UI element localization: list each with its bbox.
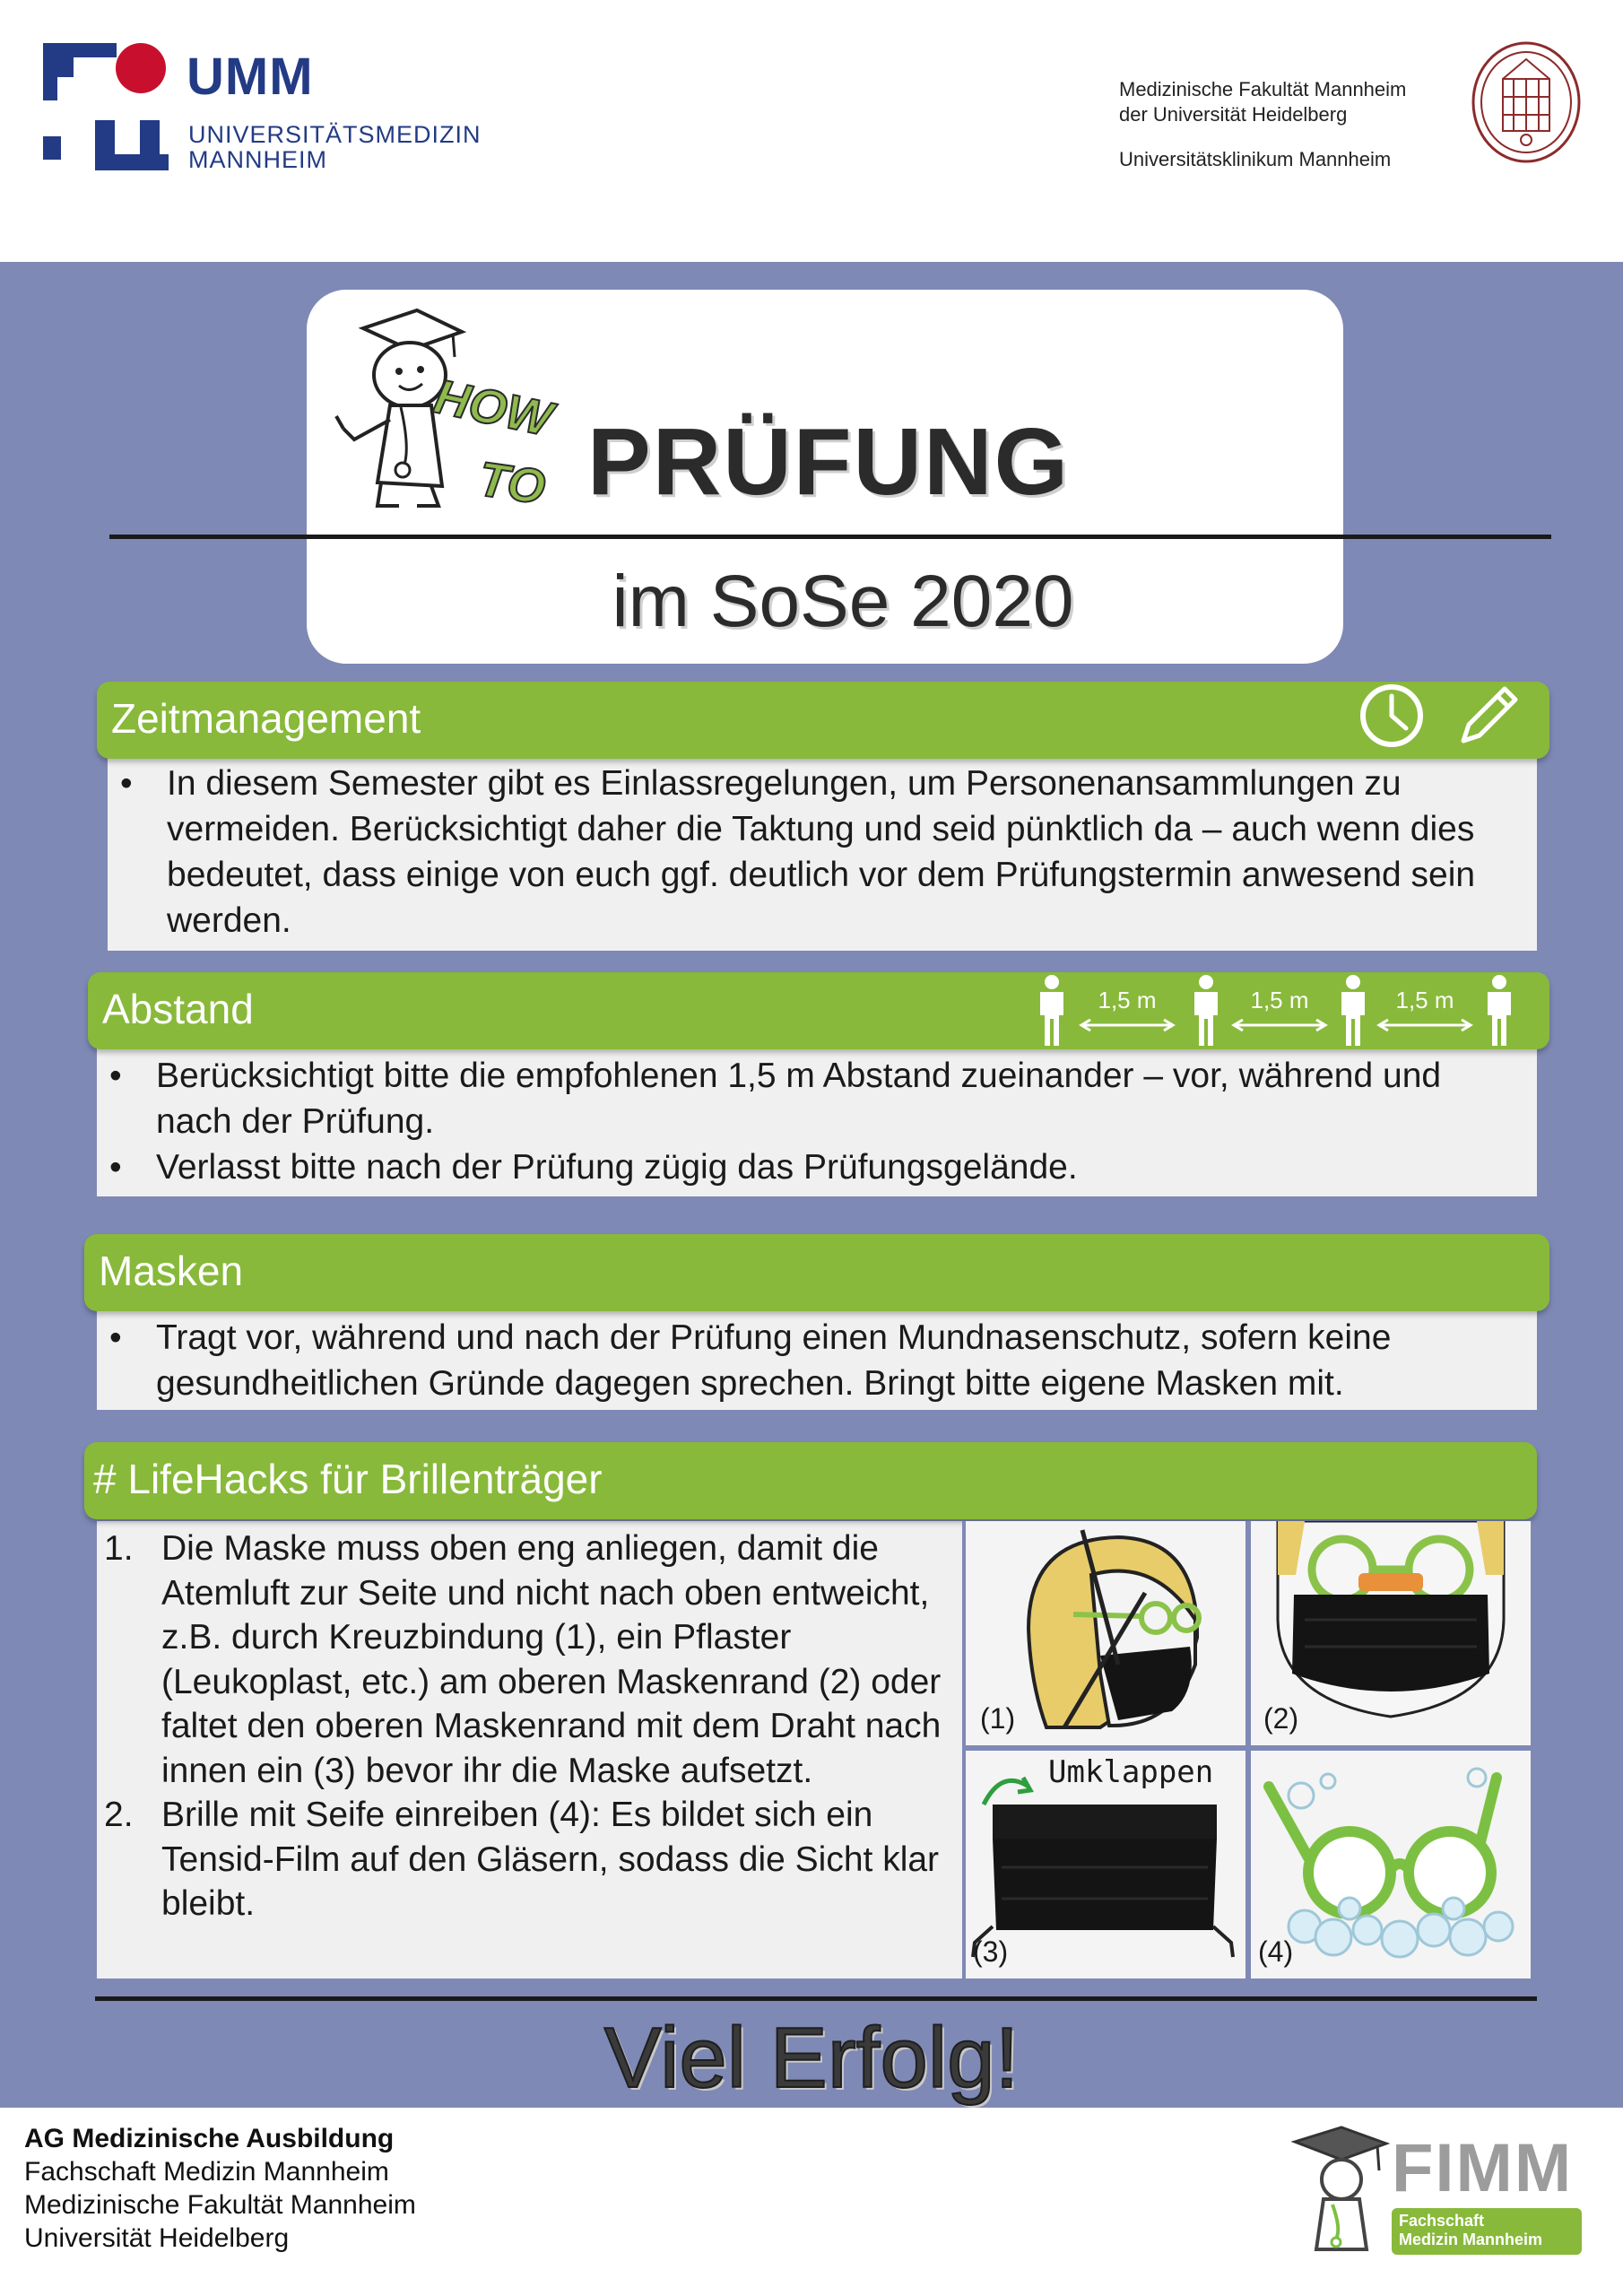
university-seal-icon — [1471, 39, 1582, 165]
closing-divider — [95, 1996, 1537, 2001]
umm-subtitle-line-1: UNIVERSITÄTSMEDIZIN — [188, 121, 482, 148]
double-arrow-icon — [1376, 1019, 1474, 1031]
lifehacks-item-text: Brille mit Seife einreiben (4): Es bildet sich ein Tensid-Film auf den Gläsern, sodass die Sicht klar bleibt. — [161, 1796, 940, 1923]
abstand-bullets — [97, 1053, 1537, 1190]
umm-subtitle-line-2: MANNHEIM — [188, 146, 327, 173]
lifehacks-item-number: 2. — [104, 1796, 134, 1834]
image-plaster-mask — [1251, 1521, 1531, 1745]
page-title: PRÜFUNG — [587, 409, 1071, 515]
faculty-line-1: Medizinische Fakultät Mannheim — [1119, 78, 1407, 100]
masken-bullet: • Tragt vor, während und nach der Prüfung einen Mundnasenschutz, sofern keine gesundheitlichen Gründe dagegen sprechen. Bringt bitte eigene Masken mit. — [97, 1315, 1537, 1406]
title-divider — [109, 535, 1551, 539]
masken-bullets — [97, 1315, 1537, 1406]
lifehacks-section-header — [84, 1442, 1537, 1519]
page-header — [0, 0, 1623, 262]
umklappen-label: Umklappen — [1048, 1754, 1214, 1790]
masken-section-title: Masken — [99, 1248, 244, 1294]
distance-label: 1,5 m — [1250, 987, 1309, 1013]
fimm-logo — [1291, 2124, 1587, 2258]
page-subtitle: im SoSe 2020 — [612, 561, 1074, 642]
footer-line-4: Universität Heidelberg — [24, 2223, 290, 2253]
faculty-text — [1119, 77, 1406, 172]
double-arrow-icon — [1078, 1019, 1176, 1031]
image-soap-glasses — [1251, 1751, 1531, 1979]
distance-label: 1,5 m — [1098, 987, 1157, 1013]
lifehacks-section-title: # LifeHacks für Brillenträger — [93, 1456, 603, 1502]
footer-line-1: AG Medizinische Ausbildung — [24, 2124, 395, 2153]
lifehacks-list — [97, 1526, 963, 1926]
faculty-line-3: Universitätsklinikum Mannheim — [1119, 148, 1392, 170]
abstand-section-body — [97, 1042, 1537, 1196]
double-arrow-icon — [1230, 1019, 1329, 1031]
fimm-wordmark: FIMM — [1392, 2130, 1574, 2206]
fimm-subtitle-2: Medizin Mannheim — [1399, 2231, 1543, 2248]
image-caption: (3) — [973, 1935, 1009, 1968]
abstand-bullet: • Berücksichtigt bitte die empfohlenen 1,5 m Abstand zueinander – vor, während und nach der Prüfung. — [97, 1053, 1537, 1144]
clock-icon — [1358, 682, 1426, 750]
masken-section-body — [97, 1304, 1537, 1410]
image-folded-mask — [966, 1751, 1245, 1979]
how-to-word-1: HOW — [430, 369, 557, 448]
zeit-section-body — [108, 752, 1537, 951]
zeit-bullet: • In diesem Semester gibt es Einlassregelungen, um Personenansammlungen zu vermeiden. Berücksichtigt daher die Taktung und seid pünktlich da – auch wenn dies bedeutet, dass einige von euch ggf. deutlich vor dem Prüfungstermin anwesend sein werden. — [108, 761, 1537, 944]
how-to-word-2: TO — [475, 452, 549, 515]
person-icon — [1336, 974, 1370, 1048]
footer-line-2: Fachschaft Medizin Mannheim — [24, 2157, 389, 2187]
abstand-bullet: • Verlasst bitte nach der Prüfung zügig das Prüfungsgelände. — [97, 1144, 1537, 1190]
zeit-bullets — [108, 761, 1537, 944]
person-icon — [1189, 974, 1223, 1048]
pencil-icon — [1453, 680, 1524, 752]
fimm-subtitle-1: Fachschaft — [1399, 2212, 1485, 2230]
distance-label: 1,5 m — [1395, 987, 1454, 1013]
fimm-subtitle-box — [1392, 2208, 1582, 2255]
zeit-section-header — [97, 682, 1549, 759]
person-icon — [1035, 974, 1069, 1048]
umm-logo-icon — [43, 43, 169, 170]
umm-wordmark: UMM — [187, 48, 314, 106]
graduate-cap-icon — [1291, 2124, 1390, 2258]
footer-line-3: Medizinische Fakultät Mannheim — [24, 2190, 416, 2220]
masken-section-header — [84, 1234, 1549, 1311]
how-to-badge — [421, 359, 565, 520]
zeit-section-title: Zeitmanagement — [111, 695, 421, 742]
lifehacks-image-grid — [962, 1521, 1532, 1979]
umm-subtitle — [188, 122, 482, 172]
faculty-line-2: der Universität Heidelberg — [1119, 103, 1348, 126]
lifehacks-section-body — [97, 1521, 963, 1979]
abstand-section-title: Abstand — [102, 986, 254, 1032]
image-cross-binding — [966, 1521, 1245, 1745]
person-icon — [1482, 974, 1516, 1048]
image-caption: (1) — [980, 1702, 1016, 1735]
image-caption: (4) — [1258, 1935, 1294, 1968]
lifehacks-item-text: Die Maske muss oben eng anliegen, damit die Atemluft zur Seite und nicht nach oben entweicht, z.B. durch Kreuzbindung (1), ein Pflaster (Leukoplast, etc.) am oberen Maskenrand (2) oder faltet den oberen Maskenrand mit dem Draht nach innen ein (3) bevor ihr die Maske aufsetzt. — [161, 1529, 942, 1790]
closing-message: Viel Erfolg! — [603, 2010, 1020, 2106]
lifehacks-item — [97, 1793, 963, 1926]
lifehacks-item — [97, 1526, 963, 1793]
image-caption: (2) — [1263, 1702, 1299, 1735]
footer-credits — [24, 2122, 416, 2255]
lifehacks-item-number: 1. — [104, 1529, 134, 1568]
distance-pictogram — [1031, 972, 1520, 1048]
